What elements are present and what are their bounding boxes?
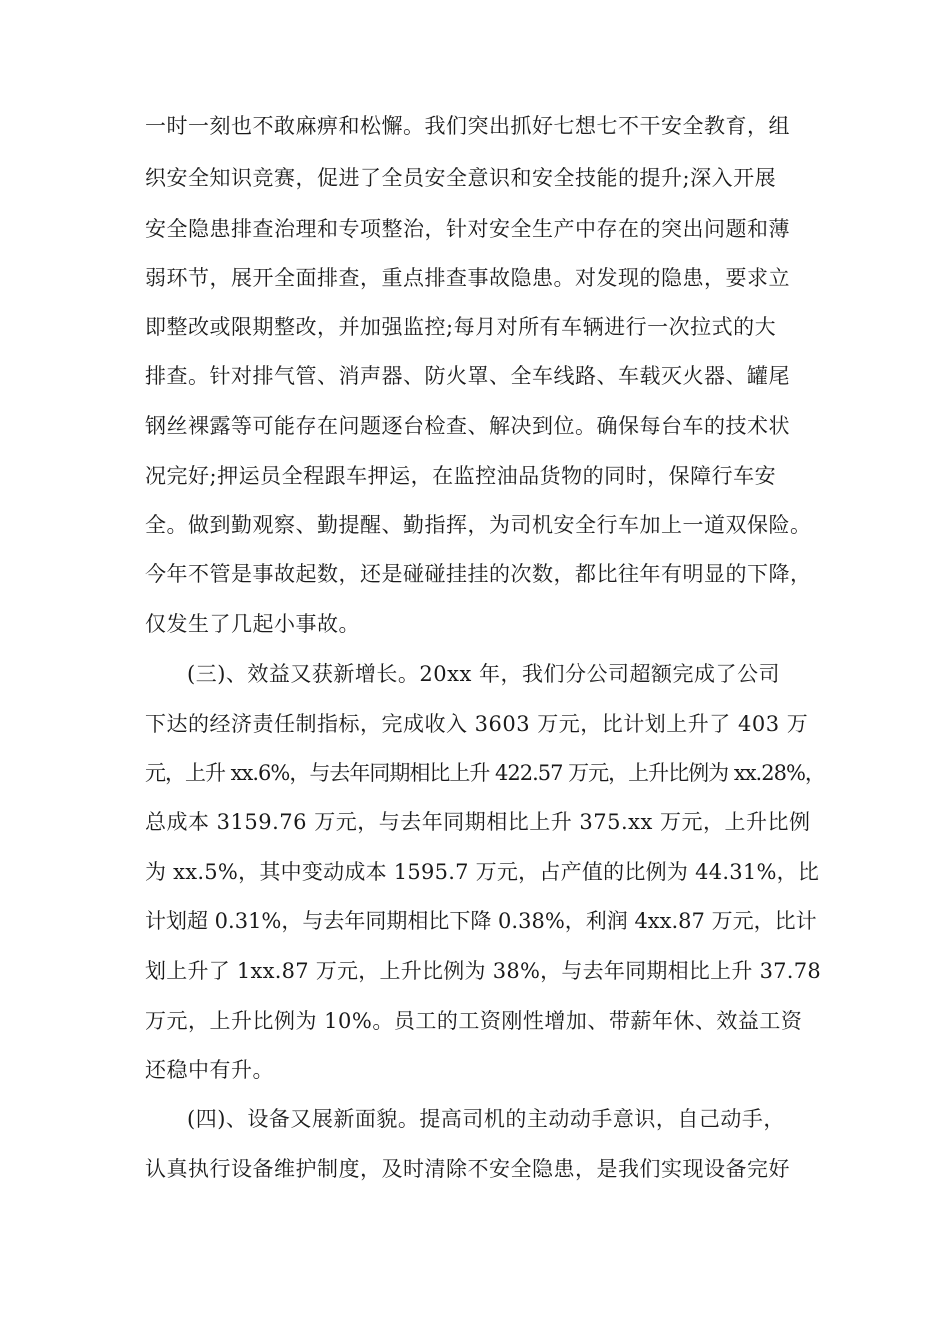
body-line: 元，上升 xx.6%，与去年同期相比上升 422.57 万元，上升比例为 xx.28%， <box>145 761 825 785</box>
body-line: 织安全知识竞赛，促进了全员安全意识和安全技能的提升;深入开展 <box>145 166 777 190</box>
body-line: 划上升了 1xx.87 万元，上升比例为 38%，与去年同期相比上升 37.78 <box>145 959 821 983</box>
body-line: 还稳中有升。 <box>145 1058 274 1082</box>
body-line: 计划超 0.31%，与去年同期相比下降 0.38%，利润 4xx.87 万元，比计 <box>145 909 817 933</box>
body-line: 今年不管是事故起数，还是碰碰挂挂的次数，都比往年有明显的下降， <box>145 562 812 586</box>
body-line: 一时一刻也不敢麻痹和松懈。我们突出抓好七想七不干安全教育，组 <box>145 114 790 138</box>
body-line: 安全隐患排查治理和专项整治，针对安全生产中存在的突出问题和薄 <box>145 217 790 241</box>
body-line: 万元，上升比例为 10%。员工的工资刚性增加、带薪年休、效益工资 <box>145 1009 803 1033</box>
body-line: 下达的经济责任制指标，完成收入 3603 万元，比计划上升了 403 万 <box>145 712 809 736</box>
paragraph-heading-4: (四)、设备又展新面貌。提高司机的主动动手意识，自己动手， <box>187 1107 785 1131</box>
body-line: 排查。针对排气管、消声器、防火罩、全车线路、车载灭火器、罐尾 <box>145 364 790 388</box>
body-line: 况完好;押运员全程跟车押运，在监控油品货物的同时，保障行车安 <box>145 464 777 488</box>
body-line: 钢丝裸露等可能存在问题逐台检查、解决到位。确保每台车的技术状 <box>145 414 790 438</box>
body-line: 认真执行设备维护制度，及时清除不安全隐患，是我们实现设备完好 <box>145 1157 790 1181</box>
body-line: 为 xx.5%，其中变动成本 1595.7 万元，占产值的比例为 44.31%，比 <box>145 860 820 884</box>
body-line: 全。做到勤观察、勤提醒、勤指挥，为司机安全行车加上一道双保险。 <box>145 513 812 537</box>
body-line: 即整改或限期整改，并加强监控;每月对所有车辆进行一次拉式的大 <box>145 315 777 339</box>
body-line: 总成本 3159.76 万元，与去年同期相比上升 375.xx 万元，上升比例 <box>145 810 811 834</box>
body-line: 仅发生了几起小事故。 <box>145 612 360 636</box>
paragraph-heading-3: (三)、效益又获新增长。20xx 年，我们分公司超额完成了公司 <box>187 662 780 686</box>
body-line: 弱环节，展开全面排查，重点排查事故隐患。对发现的隐患，要求立 <box>145 266 790 290</box>
